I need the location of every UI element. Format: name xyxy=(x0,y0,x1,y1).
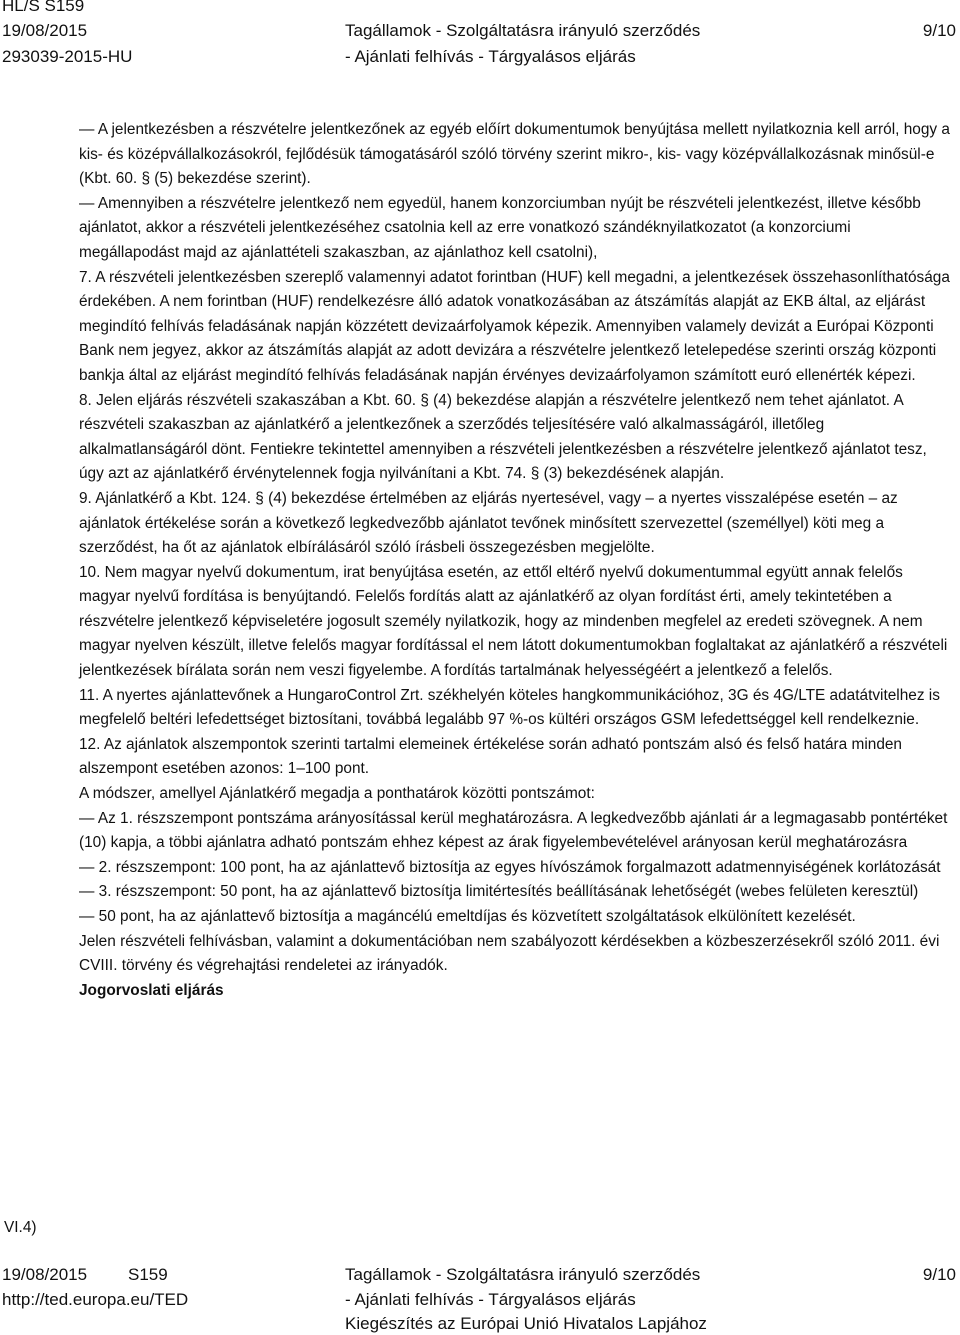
paragraph: 11. A nyertes ajánlattevőnek a HungaroControl Zrt. székhelyén köteles hangkommunikációhoz, 3G és 4G/LTE adatátvitelhez is megfelelő beltéri lefedettséget biztosítani, továbbá legalább 97 %-os kültéri országos GSM lefedettséggel kell rendelkeznie. xyxy=(79,686,940,729)
footer-series: S159 xyxy=(128,1265,168,1284)
paragraph: A módszer, amellyel Ajánlatkérő megadja a ponthatárok közötti pontszámot: xyxy=(79,785,595,803)
paragraph: 9. Ajánlatkérő a Kbt. 124. § (4) bekezdése értelmében az eljárás nyertesével, vagy – a nyertes visszalépése esetén – az ajánlatok értékelése során a következő legkedvezőbb ajánlatot tevőnek minősített szervezettel (személlyel) köti meg a szerződést, ha őt az ajánlatok elbírálásáról szóló írásbeli összegezésben megjelölte. xyxy=(79,489,898,557)
footer-page-number: 9/10 xyxy=(922,1265,956,1284)
footer-title-line1: Tagállamok - Szolgáltatásra irányuló szerződés xyxy=(345,1265,701,1284)
paragraph: — Az 1. részszempont pontszáma arányosítással kerül meghatározásra. A legkedvezőbb ajánlati ár a legmagasabb pontértéket (10) kapja, a többi ajánlatra adható pontszám ehhez képest az árak figyelembevételével arányosan kerül meghatározásra xyxy=(79,809,948,852)
header-doc-id: 293039-2015-HU xyxy=(2,47,133,66)
header-date: 19/08/2015 xyxy=(2,21,88,40)
paragraph: — 3. részszempont: 50 pont, ha az ajánlattevő biztosítja limitértesítés beállításának lehetőségét (webes felületen keresztül) xyxy=(79,883,919,901)
paragraph: 12. Az ajánlatok alszempontok szerinti tartalmi elemeinek értékelése során adható pontszám alsó és felső határa minden alszempont esetében azonos: 1–100 pont. xyxy=(79,735,902,778)
paragraph: — 50 pont, ha az ajánlattevő biztosítja a magáncélú emeltdíjas és közvetített szolgáltatások elkülönített kezelését. xyxy=(79,908,856,925)
paragraph: — Amennyiben a részvételre jelentkező nem egyedül, hanem konzorciumban nyújt be részvételi jelentkezést, illetve később ajánlatot, akkor a részvételi jelentkezéséhez csatolnia kell az erre vonatkozó szándéknyilatkozatot (a konzorciumi megállapodást majd az ajánlattételi szakaszban, az ajánlathoz kell csatolni), xyxy=(79,194,921,261)
body-content xyxy=(79,118,951,1003)
footer-url[interactable]: http://ted.europa.eu/TED xyxy=(2,1290,189,1309)
paragraph: 8. Jelen eljárás részvételi szakaszában a Kbt. 60. § (4) bekezdése alapján a részvételre jelentkező nem tehet ajánlatot. A részvételi szakaszban az ajánlatkérő a jelentkezőnek a szerződés teljesítésére való alkalmasságáról, illetőleg alkalmatlanságáról dönt. Fentiekre tekintettel amennyiben a részvételi jelentkezésben a részvételre jelentkező ajánlatot tesz, úgy azt az ajánlatkérő érvénytelennek fogja nyilvánítani a Kbt. 74. § (3) bekezdésének alapján. xyxy=(79,391,927,483)
footer-title-line3: Kiegészítés az Európai Unió Hivatalos Lapjához xyxy=(345,1314,707,1333)
paragraph: — A jelentkezésben a részvételre jelentkezőnek az egyéb előírt dokumentumok benyújtása mellett nyilatkoznia kell arról, hogy a kis- és középvállalkozásokról, fejlődésük támogatásáról szóló törvény szerint mikro-, kis- vagy középvállalkozásnak minősül-e (Kbt. 60. § (5) bekezdése szerint). xyxy=(79,121,950,188)
footer-date: 19/08/2015 xyxy=(2,1265,88,1284)
paragraph: Jelen részvételi felhívásban, valamint a dokumentációban nem szabályozott kérdésekben a közbeszerzésekről szóló 2011. évi CVIII. törvény és végrehajtási rendeletei az irányadók. xyxy=(79,932,940,975)
header-page-number: 9/10 xyxy=(922,21,956,40)
paragraph: 10. Nem magyar nyelvű dokumentum, irat benyújtása esetén, az ettől eltérő nyelvű dokumentummal együtt annak felelős magyar nyelvű fordítása is benyújtandó. Felelős fordítás alatt az ajánlatkérő az olyan fordítást érti, amely tekintetében a részvételre jelentkező képviseletére jogosult személy nyilatkozik, hogy az mindenben megfelel az eredeti szövegnek. A nem magyar nyelven készült, illetve felelős magyar fordítással el nem látott dokumentumokban foglaltakat az ajánlatkérő a részvételi jelentkezések bírálata során nem veszi figyelembe. A fordítás tartalmának helyességéért a jelentkező a felelős. xyxy=(79,563,948,680)
header-title-line1: Tagállamok - Szolgáltatásra irányuló szerződés xyxy=(345,21,701,40)
header-title-line2: - Ajánlati felhívás - Tárgyalásos eljárás xyxy=(345,47,636,66)
section-title: Jogorvoslati eljárás xyxy=(79,981,224,999)
section-number: VI.4) xyxy=(4,1219,37,1236)
paragraph: — 2. részszempont: 100 pont, ha az ajánlattevő biztosítja az egyes hívószámok forgalmazott adatmennyiségének korlátozását xyxy=(79,858,941,876)
footer-title-line2: - Ajánlati felhívás - Tárgyalásos eljárás xyxy=(345,1290,636,1309)
paragraph: 7. A részvételi jelentkezésben szereplő valamennyi adatot forintban (HUF) kell megadni, a jelentkezések összehasonlíthatósága érdekében. A nem forintban (HUF) rendelkezésre álló adatok vonatkozásában az átszámítás alapját az EKB által, az eljárást megindító felhívás feladásának napján közzétett devizaárfolyamok képezik. Amennyiben valamely devizát a Európai Központi Bank nem jegyez, akkor az átszámítás alapját az adott devizára a részvételre jelentkező letelepedése szerinti ország központi bankja által az eljárást megindító felhívás feladásának napján érvényes devizaárfolyamon számított euró ellenérték képezi. xyxy=(79,268,950,384)
header-code: HL/S S159 xyxy=(2,0,85,15)
